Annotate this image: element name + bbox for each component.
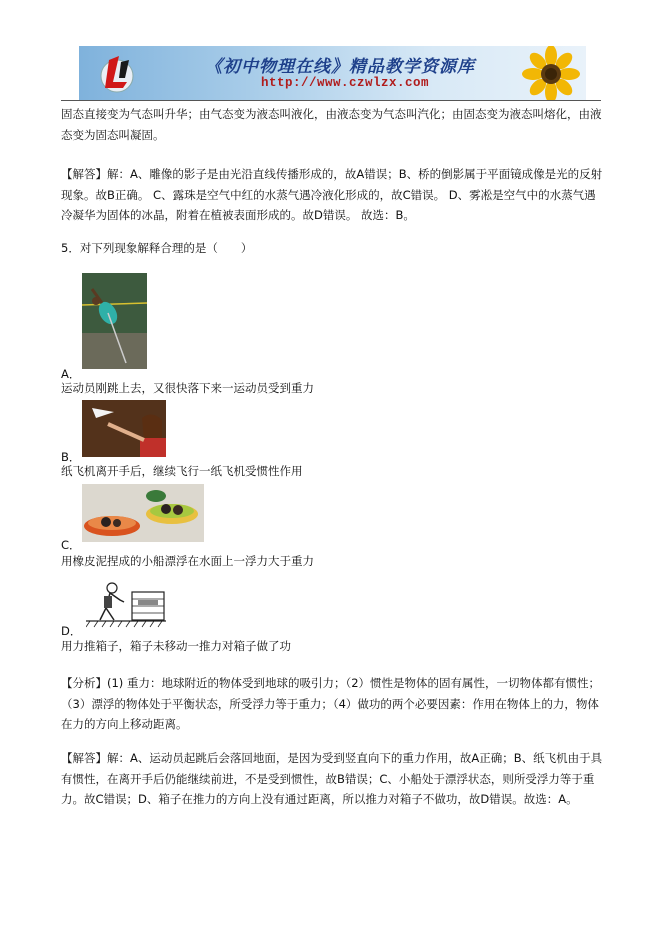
option-a-text: 运动员刚跳上去，又很快落下来一运动员受到重力	[61, 381, 314, 395]
option-b-image	[82, 400, 166, 457]
option-a-letter: A．	[61, 367, 81, 381]
option-c-image	[82, 484, 204, 542]
site-logo-icon	[97, 52, 137, 94]
question-stem: 5．对下列现象解释合理的是（ ）	[61, 241, 253, 255]
intro-text: 固态直接变为气态叫升华；由气态变为液态叫液化，由液态变为气态叫汽化；由固态变为液态叫熔化，由液态变为固态叫凝固。	[61, 107, 602, 142]
previous-answer: 【解答】解：A、雕像的影子是由光沿直线传播形成的，故A错误；B、桥的倒影属于平面镜成像是光的反射现象。故B正确。 C、露珠是空气中红的水蒸气遇冷液化形成的，故C错误。 D、雾凇是空气中的水蒸气遇冷凝华为固体的冰晶，附着在植被表面形成的。故D错误。 故选：B。	[61, 167, 603, 222]
banner-url: http://www.czwlzx.com	[261, 76, 430, 90]
option-a-image	[82, 273, 147, 369]
header-divider	[61, 100, 601, 101]
answer-text: 【解答】解：A、运动员起跳后会落回地面，是因为受到竖直向下的重力作用，故A正确；B、纸飞机由于具有惯性，在离开手后仍能继续前进，不是受到惯性，故B错误；C、小船处于漂浮状态，则所受浮力等于重力。故C错误；D、箱子在推力的方向上没有通过距离，所以推力对箱子不做功，故D错误。故选：A。	[61, 751, 603, 806]
header-banner	[79, 46, 586, 100]
sunflower-icon	[511, 46, 586, 100]
option-c-letter: C．	[61, 538, 81, 552]
option-d-letter: D．	[61, 624, 82, 638]
option-c-text: 用橡皮泥捏成的小船漂浮在水面上一浮力大于重力	[61, 554, 314, 568]
option-d-text: 用力推箱子，箱子未移动一推力对箱子做了功	[61, 639, 291, 653]
option-b-letter: B．	[61, 450, 81, 464]
analysis-text: 【分析】(1) 重力：地球附近的物体受到地球的吸引力；（2）惯性是物体的固有属性，一切物体都有惯性；（3）漂浮的物体处于平衡状态，所受浮力等于重力；（4）做功的两个必要因素：作用在物体上的力，物体在力的方向上移动距离。	[61, 676, 601, 731]
option-d-image	[86, 580, 166, 628]
option-b-text: 纸飞机离开手后，继续飞行一纸飞机受惯性作用	[61, 464, 303, 478]
banner-title: 《初中物理在线》精品教学资源库	[205, 57, 475, 77]
